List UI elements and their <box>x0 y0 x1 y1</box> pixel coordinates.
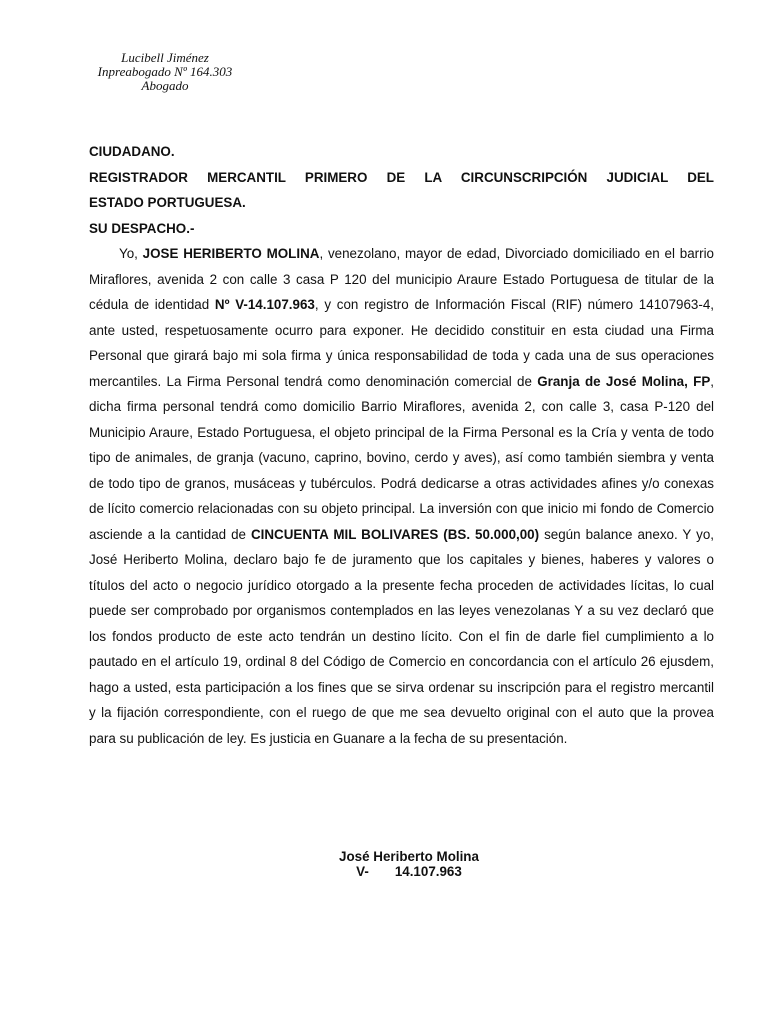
business-name: Granja de José Molina, FP <box>537 373 711 389</box>
body-text-2: , venezolano, mayor de edad, Divorciado domiciliado en el barrio Miraflores, avenida 2 con calle 3 casa P 120 del municipio Araure Estado Portuguesa de titular de la cédula de identidad <box>89 246 714 312</box>
signature-id-number: 14.107.963 <box>394 864 462 879</box>
document-body <box>89 139 714 751</box>
petitioner-name: JOSE HERIBERTO MOLINA <box>142 246 320 261</box>
lawyer-registration: Inpreabogado Nº 164.303 <box>97 64 233 79</box>
body-text-4: , dicha firma personal tendrá como domicilio Barrio Miraflores, avenida 2, con calle 3, casa P-120 del Municipio Araure, Estado Portuguesa, el objeto principal de la Firma Personal es la Cría y venta de todo tipo de animales, de granja (vacuno, caprino, bovino, cerdo y aves), así como también siembra y venta de todo tipo de granos, musáceas y tubérculos. Podrá dedicarse a otras actividades afines y/o conexas de lícito comercio relacionadas con su objeto principal. La inversión con que inicio mi fondo de Comercio asciende a la cantidad de <box>89 373 714 542</box>
signature-name: José Heriberto Molina <box>339 849 479 864</box>
addressee-line-4: SU DESPACHO.- <box>89 220 195 236</box>
body-text-1: Yo, <box>119 246 143 261</box>
body-text-3: , y con registro de Información Fiscal (RIF) número 14107963-4, ante usted, respetuosamente ocurro para exponer. He decidido constituir en esta ciudad una Firma Personal que girará bajo mi sola firma y única responsabilidad de toda y cada una de sus operaciones mercantiles. La Firma Personal tendrá como denominación comercial de <box>89 297 715 389</box>
body-text-5: según balance anexo. Y yo, José Heriberto Molina, declaro bajo fe de juramento que los capitales y bienes, haberes y valores o títulos del acto o negocio jurídico otorgado a la presente fecha proceden de actividades lícitas, lo cual puede ser comprobado por organismos contemplados en las leyes venezolanas Y a su vez declaró que los fondos producto de este acto tendrán un destino lícito. Con el fin de darle fiel cumplimiento a lo pautado en el artículo 19, ordinal 8 del Código de Comercio en concordancia con el artículo 26 ejusdem, hago a usted, esta participación a los fines que se sirva ordenar su inscripción para el registro mercantil y la fijación correspondiente, con el ruego de que me sea devuelto original con el auto que la provea para su publicación de ley. Es justicia en Guanare a la fecha de su presentación. <box>89 526 714 746</box>
signature-id-prefix: V- <box>356 864 369 879</box>
letterhead <box>80 51 250 93</box>
lawyer-name: Lucibell Jiménez <box>121 50 209 65</box>
signature-block <box>89 849 729 879</box>
addressee-line-2: REGISTRADOR MERCANTIL PRIMERO DE LA CIRCUNSCRIPCIÓN JUDICIAL DEL <box>89 169 714 185</box>
investment-amount: CINCUENTA MIL BOLIVARES (BS. 50.000,00) <box>250 526 540 542</box>
signature-id <box>89 864 729 879</box>
addressee-line-1: CIUDADANO. <box>89 144 175 159</box>
addressee-line-3: ESTADO PORTUGUESA. <box>89 195 246 210</box>
lawyer-title: Abogado <box>141 78 189 93</box>
petition-paragraph <box>89 241 714 751</box>
identity-number: Nº V-14.107.963 <box>214 297 315 312</box>
